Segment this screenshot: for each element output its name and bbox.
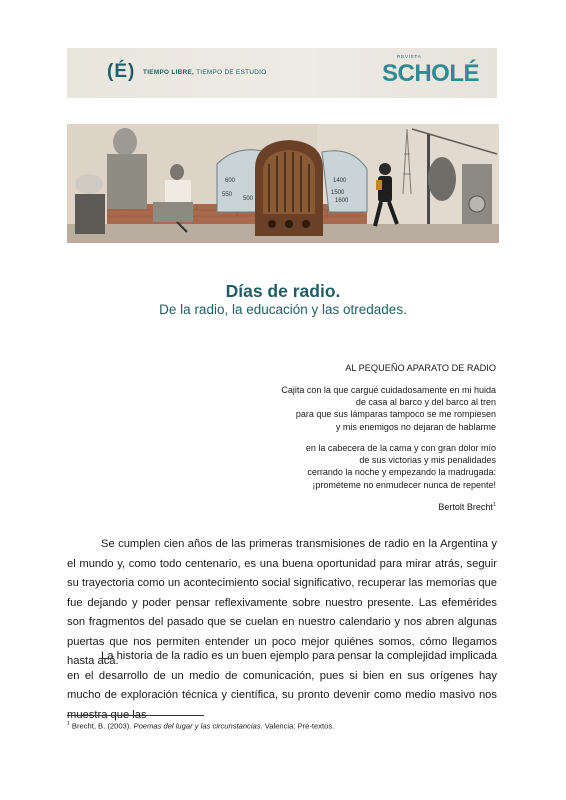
article-title: Días de radio. bbox=[225, 281, 341, 301]
dial-number: 1600 bbox=[335, 198, 349, 204]
footnote-number: 1 bbox=[67, 721, 70, 727]
dial-number: 500 bbox=[243, 196, 254, 202]
poem-stanza-1 bbox=[281, 384, 496, 433]
poem-line: en la cabecera de la cama y con gran dolor mío bbox=[305, 443, 496, 453]
poem-line: de casa al barco y del barco al tren bbox=[355, 397, 496, 408]
vintage-radio bbox=[255, 140, 323, 236]
poem-title: AL PEQUEÑO APARATO DE RADIO bbox=[345, 363, 496, 373]
journal-tagline: TIEMPO LIBRE, TIEMPO DE ESTUDIO bbox=[143, 69, 267, 76]
header-banner bbox=[67, 48, 497, 98]
journal-logo: (É) bbox=[107, 61, 136, 82]
footnote-ref[interactable]: 1 bbox=[492, 502, 496, 508]
dial-number: 1500 bbox=[331, 190, 345, 196]
magazine-logo: SCHOLÉ bbox=[382, 60, 480, 87]
footnote-work-title: Poemas del lugar y las circunstancias bbox=[133, 721, 261, 731]
poem-line: cerrando la noche y empezando la madrugada: bbox=[307, 467, 496, 478]
header-illustration bbox=[67, 124, 499, 243]
poem-line: Cajita con la que cargué cuidadosamente en mi huida bbox=[281, 385, 496, 395]
article-subtitle: De la radio, la educación y las otredades. bbox=[159, 302, 407, 317]
poem-line: y mis enemigos no dejaran de hablarme bbox=[335, 421, 496, 432]
poem-stanza-2 bbox=[306, 442, 496, 491]
poem-line: ¡prométeme no enmudecer nunca de repente! bbox=[312, 479, 496, 490]
dial-number: 550 bbox=[222, 192, 233, 198]
dial-number: 1400 bbox=[333, 178, 347, 184]
magazine-label: REVISTA bbox=[397, 55, 422, 60]
poem-line: de sus victorias y mis penalidades bbox=[359, 455, 496, 466]
poem-line: para que sus lámparas tampoco se me rompiesen bbox=[295, 409, 496, 420]
dial-number: 600 bbox=[225, 178, 236, 184]
poem-author: Bertolt Brecht$^1$ bbox=[438, 502, 496, 512]
footnote-divider bbox=[67, 715, 204, 716]
footnote: $^1$ Brecht, B. (2003). Poemas del lugar y las circunstancias. Valencia: Pre-textos. bbox=[67, 721, 335, 731]
body-paragraph: Se cumplen cien años de las primeras transmisiones de radio en la Argentina y el mundo y, como todo centenario, es una buena oportunidad para mirar atrás, seguir su trayectoria como un acontecimiento social significativo, recuperar las memorias que fue dejando y poder pensar reflexivamente sobre nuestro presente. Las efemérides son fragmentos del pasado que se cuelan en nuestro calendario y nos abren algunas puertas que nos permiten entender un poco mejor quiénes somos, cómo llegamos hasta acá. bbox=[67, 538, 497, 667]
radio-collage-image bbox=[67, 124, 499, 243]
body-paragraph: La historia de la radio es un buen ejemplo para pensar la complejidad implicada en el desarrollo de un medio de comunicación, pues si bien en sus orígenes hay mucho de exploración técnica y científica, su pronto devenir como medio masivo nos muestra que las bbox=[67, 650, 497, 721]
